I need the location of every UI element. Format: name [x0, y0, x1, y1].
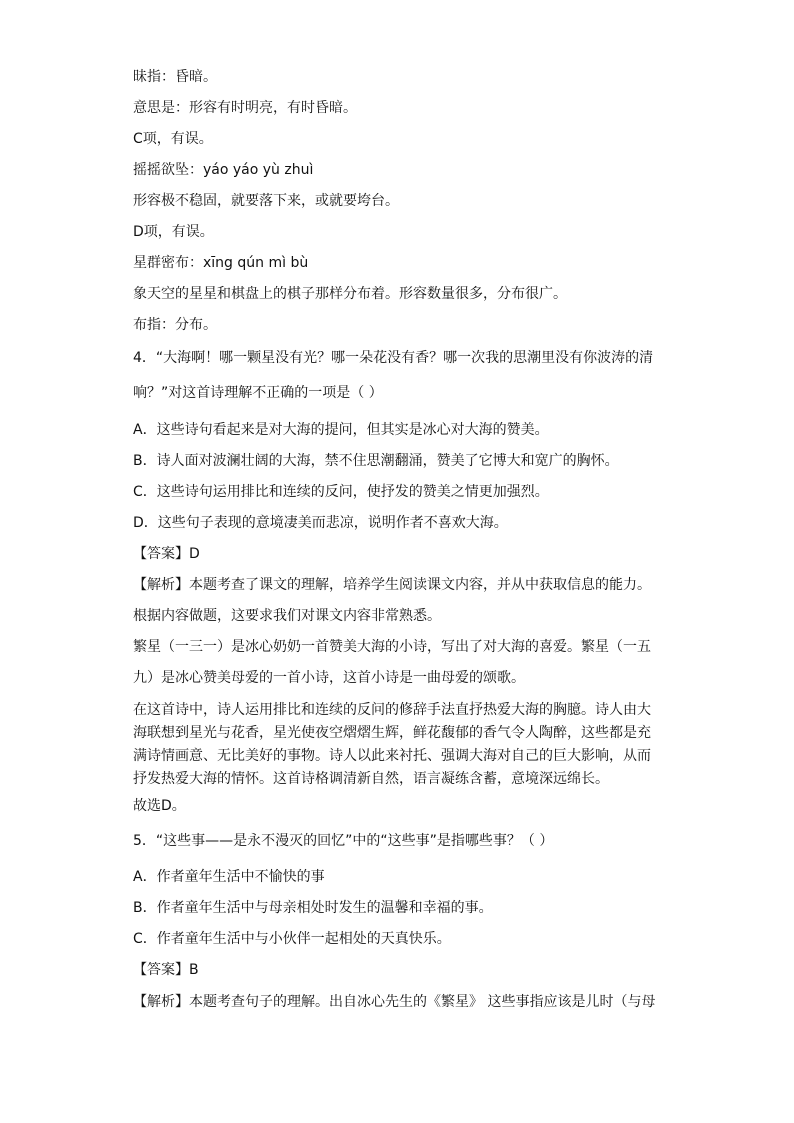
line-xingqunmibu-meaning: 象天空的星星和棋盘上的棋子那样分布着。形容数量很多，分布很广。: [133, 286, 567, 302]
question-4-answer: 【答案】D: [133, 546, 200, 562]
line-option-c-wrong: C项，有误。: [133, 131, 213, 147]
question-5-answer: 【答案】B: [133, 962, 199, 978]
line-yaoyaoyuzhui: 摇摇欲坠：yáo yáo yù zhuì: [133, 162, 314, 178]
question-4-option-b: B．诗人面对波澜壮阔的大海，禁不住思潮翻涌，赞美了它博大和宽广的胸怀。: [133, 453, 619, 469]
question-5-analysis: 【解析】本题考查句子的理解。出自冰心先生的《繁星》 这些事指应该是儿时（与母: [133, 994, 656, 1010]
question-4-analysis-line: 在这首诗中，诗人运用排比和连续的反问的修辞手法直抒热爱大海的胸臆。诗人由大: [133, 702, 651, 718]
question-4-conclusion: 故选D。: [133, 798, 186, 814]
line-mei-definition: 昧指：昏暗。: [133, 69, 217, 85]
question-4-analysis: 【解析】本题考查了课文的理解，培养学生阅读课文内容，并从中获取信息的能力。: [133, 577, 651, 593]
question-4-analysis-line: 九）是冰心赞美母爱的一首小诗，这首小诗是一曲母爱的颂歌。: [133, 670, 525, 686]
question-4-analysis-line: 海联想到星光与花香，星光使夜空熠熠生辉，鲜花馥郁的香气令人陶醉，这些都是充: [133, 725, 651, 741]
question-4-analysis-line: 繁星（一三一）是冰心奶奶一首赞美大海的小诗，写出了对大海的喜爱。繁星（一五: [133, 639, 651, 655]
question-4-text: 4．“大海啊！哪一颗星没有光？哪一朵花没有香？哪一次我的思潮里没有你波涛的清: [133, 350, 654, 366]
line-option-d-wrong: D项，有误。: [133, 224, 214, 240]
line-bu-definition: 布指：分布。: [133, 317, 217, 333]
line-meaning: 意思是：形容有时明亮，有时昏暗。: [133, 100, 357, 116]
question-4-option-c: C．这些诗句运用排比和连续的反问，使抒发的赞美之情更加强烈。: [133, 484, 549, 500]
question-5-option-c: C．作者童年生活中与小伙伴一起相处的天真快乐。: [133, 931, 451, 947]
question-4-option-a: A．这些诗句看起来是对大海的提问，但其实是冰心对大海的赞美。: [133, 422, 549, 438]
question-5-text: 5．“这些事——是永不漫灭的回忆”中的“这些事”是指哪些事？（ ）: [133, 833, 554, 849]
question-4-text-cont: 响？”对这首诗理解不正确的一项是（ ）: [133, 385, 383, 401]
line-xingqunmibu: 星群密布：xīng qún mì bù: [133, 255, 309, 271]
question-4-analysis-line: 根据内容做题，这要求我们对课文内容非常熟悉。: [133, 608, 441, 624]
line-yaoyaoyuzhui-meaning: 形容极不稳固，就要落下来，或就要垮台。: [133, 193, 399, 209]
question-5-option-a: A．作者童年生活中不愉快的事: [133, 869, 325, 885]
question-5-option-b: B．作者童年生活中与母亲相处时发生的温馨和幸福的事。: [133, 900, 493, 916]
question-4-analysis-line: 满诗情画意、无比美好的事物。诗人以此来衬托、强调大海对自己的巨大影响，从而: [133, 748, 651, 764]
question-4-analysis-line: 抒发热爱大海的情怀。这首诗格调清新自然，语言凝练含蓄，意境深远绵长。: [133, 771, 609, 787]
question-4-option-d: D．这些句子表现的意境凄美而悲凉，说明作者不喜欢大海。: [133, 515, 508, 531]
